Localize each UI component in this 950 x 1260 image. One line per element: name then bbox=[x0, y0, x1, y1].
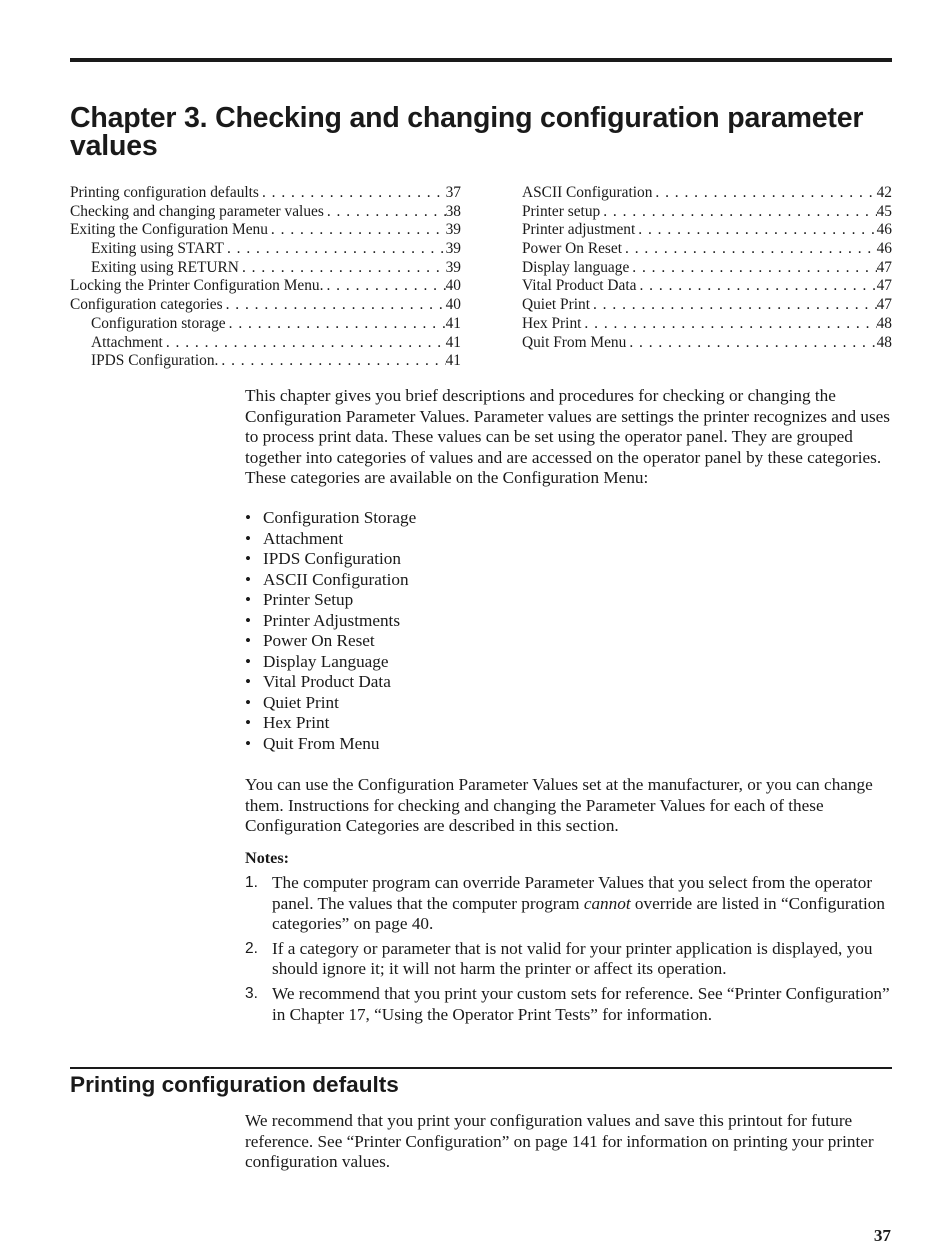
bullet-icon: • bbox=[245, 713, 252, 732]
bullet-icon: • bbox=[245, 651, 252, 671]
bullet-icon: • bbox=[245, 672, 252, 691]
toc-entry[interactable] bbox=[522, 315, 892, 334]
category-list-item bbox=[245, 652, 416, 673]
toc-entry-page: 39 bbox=[445, 258, 461, 276]
section-rule bbox=[70, 1067, 892, 1069]
toc-entry-label: Locking the Printer Configuration Menu. bbox=[70, 277, 324, 295]
toc-entry-label: Exiting using RETURN bbox=[91, 258, 239, 276]
bullet-icon: • bbox=[245, 508, 252, 527]
toc-dot-leader bbox=[323, 277, 445, 296]
toc-entry-page: 40 bbox=[445, 277, 461, 295]
toc-entry-page: 39 bbox=[445, 221, 461, 239]
category-label: Printer Setup bbox=[263, 590, 354, 609]
toc-entry-page: 48 bbox=[876, 333, 892, 351]
category-list-item bbox=[245, 570, 416, 591]
toc-entry-page: 39 bbox=[445, 240, 461, 258]
category-list-item bbox=[245, 734, 416, 755]
bullet-icon: • bbox=[245, 590, 252, 609]
toc-entry-page: 41 bbox=[445, 314, 461, 332]
note-text bbox=[272, 939, 891, 980]
toc-dot-leader bbox=[163, 334, 446, 353]
toc-entry-label: Vital Product Data bbox=[522, 277, 637, 295]
note-emphasis: cannot bbox=[583, 893, 631, 913]
category-label: Quiet Print bbox=[263, 692, 339, 712]
note-item bbox=[245, 873, 891, 935]
toc-dot-leader bbox=[626, 334, 876, 353]
toc-entry-label: Printer adjustment bbox=[522, 221, 636, 239]
toc-dot-leader bbox=[636, 277, 876, 296]
category-label: Power On Reset bbox=[263, 631, 375, 650]
toc-dot-leader bbox=[635, 221, 876, 240]
toc-dot-leader bbox=[224, 240, 446, 259]
toc-dot-leader bbox=[622, 240, 877, 259]
bullet-icon: • bbox=[245, 610, 252, 630]
toc-entry-label: Checking and changing parameter values bbox=[70, 202, 324, 220]
toc-dot-leader bbox=[652, 184, 876, 203]
category-label: IPDS Configuration bbox=[263, 549, 401, 568]
toc-dot-leader bbox=[581, 315, 876, 334]
toc-entry[interactable] bbox=[70, 296, 461, 315]
bullet-icon: • bbox=[245, 631, 252, 650]
usage-paragraph bbox=[245, 775, 891, 837]
bullet-icon: • bbox=[245, 549, 252, 568]
toc-entry[interactable] bbox=[70, 203, 461, 222]
note-text-part: If a category or parameter that is not valid for your printer application is displayed, you should ignore it; it will not harm the printer or affect its operation. bbox=[272, 938, 873, 979]
toc-entry[interactable] bbox=[522, 334, 892, 353]
toc-dot-leader bbox=[268, 221, 446, 240]
category-label: Printer Adjustments bbox=[263, 610, 401, 630]
toc-entry-label: IPDS Configuration. bbox=[91, 352, 219, 370]
toc-entry[interactable] bbox=[522, 296, 892, 315]
toc-left-column bbox=[70, 184, 461, 371]
toc-entry-label: ASCII Configuration bbox=[522, 184, 653, 201]
category-label: Configuration Storage bbox=[263, 508, 417, 527]
category-list-item bbox=[245, 713, 416, 734]
intro-text: This chapter gives you brief descriptions and procedures for checking or changing the Configuration Parameter Values. Parameter values are settings the printer recognizes and uses to process print data. These values can be set using the operator panel. They are grouped together into categories of values and are accessed on the operator panel by these categories. These categories are available on the Configuration Menu: bbox=[245, 386, 890, 488]
toc-entry[interactable] bbox=[70, 221, 461, 240]
toc-entry[interactable] bbox=[70, 315, 461, 334]
toc-entry-page: 46 bbox=[876, 240, 892, 258]
note-number: 2. bbox=[245, 939, 258, 957]
toc-dot-leader bbox=[218, 352, 445, 371]
category-list-item bbox=[245, 549, 416, 570]
section-text: We recommend that you print your configuration values and save this printout for future reference. See “Printer Configuration” on page 141 for information on printing your printer configuration values. bbox=[245, 1111, 874, 1172]
toc-entry[interactable] bbox=[522, 240, 892, 259]
category-label: Quit From Menu bbox=[263, 733, 380, 753]
toc-entry[interactable] bbox=[70, 352, 461, 371]
category-label: Hex Print bbox=[263, 713, 330, 732]
toc-dot-leader bbox=[226, 315, 446, 334]
toc-entry-page: 46 bbox=[876, 221, 892, 239]
category-label: Attachment bbox=[263, 528, 344, 548]
toc-entry-page: 37 bbox=[445, 184, 461, 201]
notes-list bbox=[245, 873, 891, 1029]
toc-entry[interactable] bbox=[70, 240, 461, 259]
toc-entry-page: 48 bbox=[876, 314, 892, 332]
category-list-item bbox=[245, 590, 416, 611]
category-list-item bbox=[245, 611, 416, 632]
section-title: Printing configuration defaults bbox=[70, 1072, 399, 1097]
toc-entry-label: Configuration categories bbox=[70, 296, 223, 314]
intro-paragraph bbox=[245, 386, 891, 489]
note-number: 1. bbox=[245, 874, 258, 891]
toc-entry[interactable] bbox=[70, 184, 461, 203]
note-number: 3. bbox=[245, 984, 258, 1002]
toc-entry-page: 47 bbox=[876, 277, 892, 295]
toc-entry-label: Quiet Print bbox=[522, 296, 590, 314]
toc-entry[interactable] bbox=[522, 221, 892, 240]
toc-entry[interactable] bbox=[522, 184, 892, 203]
note-text bbox=[272, 984, 891, 1025]
toc-entry[interactable] bbox=[522, 203, 892, 222]
toc-entry-label: Power On Reset bbox=[522, 240, 623, 258]
chapter-title: Chapter 3. Checking and changing configuration parameter values bbox=[70, 102, 864, 162]
toc-dot-leader bbox=[600, 203, 876, 222]
category-label: Display Language bbox=[263, 651, 389, 671]
toc-entry[interactable] bbox=[70, 334, 461, 353]
category-list-item bbox=[245, 529, 416, 550]
toc-right-column bbox=[522, 184, 892, 352]
category-label: Vital Product Data bbox=[263, 672, 391, 691]
note-text-part: override are listed in “Configuration categories” on page 40. bbox=[272, 893, 885, 934]
toc-entry-label: Attachment bbox=[91, 333, 163, 351]
toc-entry-label: Exiting the Configuration Menu bbox=[70, 221, 268, 239]
toc-dot-leader bbox=[629, 259, 876, 278]
toc-entry-label: Configuration storage bbox=[91, 314, 226, 332]
category-list-item bbox=[245, 508, 416, 529]
notes-heading: Notes: bbox=[245, 849, 290, 867]
note-item bbox=[245, 939, 891, 980]
toc-dot-leader bbox=[223, 296, 446, 315]
bullet-icon: • bbox=[245, 569, 252, 589]
bullet-icon: • bbox=[245, 733, 252, 753]
toc-entry-page: 42 bbox=[876, 184, 892, 201]
toc-entry-label: Exiting using START bbox=[91, 240, 224, 258]
toc-entry-page: 47 bbox=[876, 258, 892, 276]
bullet-icon: • bbox=[245, 528, 252, 548]
note-text-part: The computer program can override Parameter Values that you select from the operator panel. The values that the computer program bbox=[272, 873, 873, 913]
toc-entry-page: 45 bbox=[876, 202, 892, 220]
note-item bbox=[245, 984, 891, 1025]
toc-dot-leader bbox=[324, 203, 446, 222]
toc-entry-page: 47 bbox=[876, 296, 892, 314]
toc-entry-label: Hex Print bbox=[522, 314, 582, 332]
category-label: ASCII Configuration bbox=[263, 569, 409, 589]
toc-entry[interactable] bbox=[70, 277, 461, 296]
section-paragraph bbox=[245, 1111, 891, 1173]
toc-entry[interactable] bbox=[522, 259, 892, 278]
toc-dot-leader bbox=[590, 296, 877, 315]
category-list bbox=[245, 508, 416, 754]
page-number: 37 bbox=[873, 1226, 891, 1245]
category-list-item bbox=[245, 693, 416, 714]
category-list-item bbox=[245, 631, 416, 652]
bullet-icon: • bbox=[245, 692, 252, 712]
usage-text: You can use the Configuration Parameter Values set at the manufacturer, or you can change them. Instructions for checking and changing the Parameter Values for each of these Configuration Categories are described in this section. bbox=[245, 775, 873, 836]
toc-entry-page: 40 bbox=[445, 296, 461, 314]
toc-entry[interactable] bbox=[522, 277, 892, 296]
toc-entry-label: Printing configuration defaults bbox=[70, 184, 259, 201]
toc-entry-label: Printer setup bbox=[522, 202, 601, 220]
category-list-item bbox=[245, 672, 416, 693]
toc-entry[interactable] bbox=[70, 259, 461, 278]
note-text-part: We recommend that you print your custom sets for reference. See “Printer Configuration” in Chapter 17, “Using the Operator Print Tests” for information. bbox=[272, 983, 890, 1024]
toc-entry-label: Quit From Menu bbox=[522, 333, 627, 351]
note-text bbox=[272, 873, 891, 935]
toc-dot-leader bbox=[259, 184, 446, 203]
toc-entry-label: Display language bbox=[522, 258, 630, 276]
top-rule bbox=[70, 58, 892, 62]
toc-entry-page: 41 bbox=[445, 333, 461, 351]
toc-entry-page: 38 bbox=[445, 202, 461, 220]
toc-entry-page: 41 bbox=[445, 352, 461, 370]
toc-dot-leader bbox=[239, 259, 446, 278]
